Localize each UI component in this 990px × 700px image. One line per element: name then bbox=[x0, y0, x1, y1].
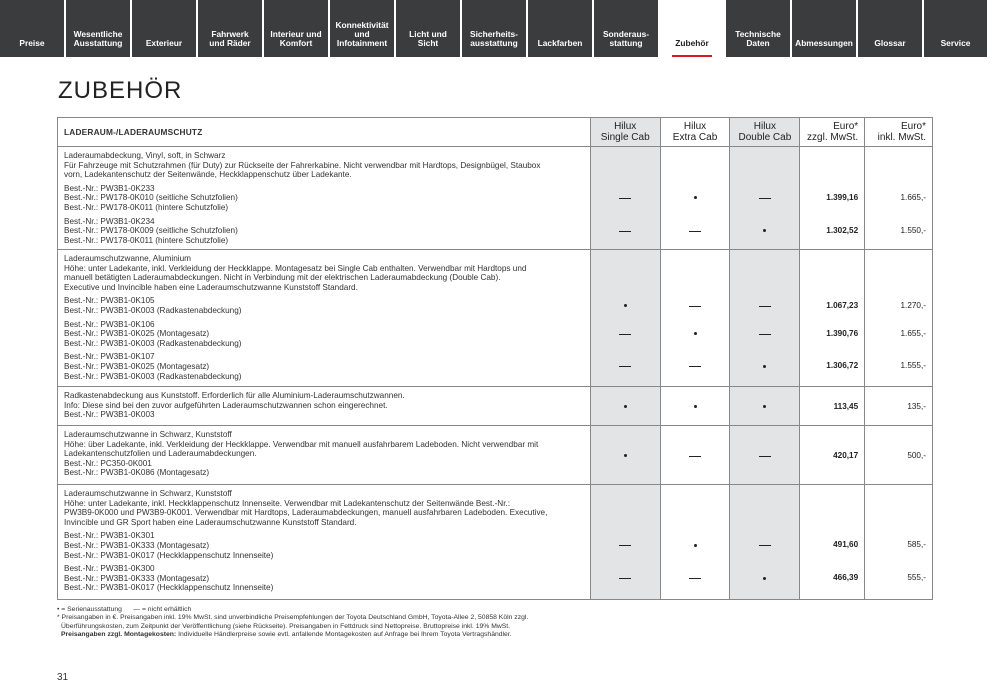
table-row bbox=[58, 425, 932, 484]
price-net-value: 1.390,76 bbox=[826, 328, 859, 338]
table-row bbox=[58, 249, 932, 386]
double-cab-not-available-dash bbox=[759, 306, 771, 307]
table-header-row bbox=[58, 118, 932, 146]
accessories-table bbox=[57, 117, 933, 600]
column-header-price-net: Euro* zzgl. MwSt. bbox=[799, 118, 864, 146]
single-cab-standard-dot bbox=[624, 405, 627, 408]
cell-single-cab bbox=[590, 485, 660, 599]
extra-cab-standard-dot bbox=[694, 196, 697, 199]
part-number-line: Best.-Nr.: PW3B1-0K301 bbox=[64, 531, 155, 541]
description-line: Laderaumschutzwanne in Schwarz, Kunststoff bbox=[64, 489, 232, 498]
single-cab-not-available-dash bbox=[619, 334, 631, 335]
single-cab-not-available-dash bbox=[619, 578, 631, 579]
single-cab-not-available-dash bbox=[619, 198, 631, 199]
cell-extra-cab bbox=[660, 426, 730, 484]
footnote-line-3: Individuelle Händlerpreise sowie evtl. anfallende Montagekosten auf Anfrage bei Ihrem Toyota Vertragshändler. bbox=[176, 631, 512, 639]
nav-item-abmessungen[interactable] bbox=[792, 0, 856, 57]
double-cab-standard-dot bbox=[763, 405, 766, 408]
part-number-line: Best.-Nr.: PW3B1-0K300 bbox=[64, 564, 155, 574]
part-number-line: Best.-Nr.: PW3B1-0K025 (Montagesatz) bbox=[64, 329, 210, 339]
description-line: Höhe: unter Ladekante, inkl. Verkleidung der Heckklappe. Montagesatz bei Single Cab enthalten. Verwendbar mit Hardtops und bbox=[64, 263, 527, 273]
price-net-value: 466,39 bbox=[833, 573, 859, 583]
nav-item-technische[interactable] bbox=[726, 0, 790, 57]
part-number-line: Best.-Nr.: PW178-0K009 (seitliche Schutzfolien) bbox=[64, 226, 238, 236]
active-tab-indicator bbox=[672, 55, 712, 57]
double-cab-not-available-dash bbox=[759, 456, 771, 457]
description-line: vorn, Ladekantenschutz der Seitenwände, Heckklappenschutz über Ladekante. bbox=[64, 170, 352, 180]
part-number-line: Best.-Nr.: PW178-0K011 (hintere Schutzfolie) bbox=[64, 235, 229, 245]
cell-price-net bbox=[799, 387, 864, 425]
column-header-single-cab: Hilux Single Cab bbox=[590, 118, 660, 146]
nav-item-label: und bbox=[354, 29, 370, 39]
part-number-line: Best.-Nr.: PW3B1-0K333 (Montagesatz) bbox=[64, 540, 210, 550]
description-line: Info: Diese sind bei den zuvor aufgeführten Laderaumschutzwannen schon eingerechnet. bbox=[64, 400, 388, 410]
top-navigation bbox=[0, 0, 990, 57]
table-row bbox=[58, 484, 932, 599]
description-line: Höhe: über Ladekante, inkl. Verkleidung der Heckklappe. Verwendbar mit manuell ausfahrbarem Ladeboden. Nicht verwendbar mit bbox=[64, 439, 539, 449]
nav-item-lackfarben[interactable] bbox=[528, 0, 592, 57]
price-gross-value: 500,- bbox=[907, 450, 926, 460]
cell-price-gross bbox=[864, 426, 932, 484]
nav-item-licht-und[interactable] bbox=[396, 0, 460, 57]
price-net-value: 1.302,52 bbox=[826, 225, 859, 235]
nav-item-label: Zubehör bbox=[675, 38, 709, 48]
nav-item-label: Interieur und bbox=[270, 29, 322, 39]
part-number-line: Best.-Nr.: PW3B1-0K025 (Montagesatz) bbox=[64, 361, 210, 371]
nav-item-label: Komfort bbox=[279, 38, 313, 48]
part-number-line: Best.-Nr.: PW3B1-0K106 bbox=[64, 319, 155, 329]
extra-cab-standard-dot bbox=[694, 405, 697, 408]
nav-item-label: Preise bbox=[19, 38, 45, 48]
description-line: Radkastenabdeckung aus Kunststoff. Erforderlich für alle Aluminium-Laderaumschutzwannen. bbox=[64, 391, 405, 400]
double-cab-standard-dot bbox=[763, 365, 766, 368]
nav-item-glossar[interactable] bbox=[858, 0, 922, 57]
legend-not-available: — = nicht erhältlich bbox=[133, 606, 192, 613]
nav-item-service[interactable] bbox=[924, 0, 987, 57]
nav-item-label: Konnektivität bbox=[335, 20, 389, 30]
cell-price-net bbox=[799, 147, 864, 249]
part-number-line: Best.-Nr.: PW3B1-0K003 (Radkastenabdeckung) bbox=[64, 338, 242, 348]
section-header: LADERAUM-/LADERAUMSCHUTZ bbox=[64, 127, 203, 138]
price-gross-value: 585,- bbox=[907, 540, 926, 550]
description-line: PW3B9-0K000 und PW3B9-0K001. Verwendbar mit Hardtops, Laderaumabdeckungen, manuell ausfahrbaren Ladeboden. Executive, bbox=[64, 508, 548, 518]
nav-item-label: Sicht bbox=[417, 38, 439, 48]
price-gross-value: 1.270,- bbox=[900, 300, 926, 310]
cell-price-net bbox=[799, 250, 864, 386]
price-net-value: 113,45 bbox=[833, 401, 859, 411]
item-description bbox=[58, 426, 590, 484]
page-number: 31 bbox=[57, 672, 69, 683]
cell-price-gross bbox=[864, 250, 932, 386]
extra-cab-standard-dot bbox=[694, 544, 697, 547]
cell-single-cab bbox=[590, 426, 660, 484]
nav-item-label: und Räder bbox=[209, 38, 251, 48]
cell-double-cab bbox=[729, 485, 799, 599]
nav-item-label: Licht und bbox=[409, 29, 447, 39]
part-number-line: Best.-Nr.: PW178-0K011 (hintere Schutzfolie) bbox=[64, 202, 229, 212]
price-net-value: 1.399,16 bbox=[826, 192, 859, 202]
description-line: Ladekantenschutzfolien und Laderaumabdeckungen. bbox=[64, 449, 257, 459]
nav-item-label: Abmessungen bbox=[795, 38, 853, 48]
table-row bbox=[58, 146, 932, 249]
nav-item-sicherheits[interactable] bbox=[462, 0, 526, 57]
single-cab-not-available-dash bbox=[619, 231, 631, 232]
single-cab-standard-dot bbox=[624, 454, 627, 457]
cell-double-cab bbox=[729, 387, 799, 425]
nav-item-label: ausstattung bbox=[470, 38, 518, 48]
price-gross-value: 1.555,- bbox=[900, 361, 926, 371]
nav-item-label: Daten bbox=[746, 38, 770, 48]
price-net-value: 420,17 bbox=[833, 450, 859, 460]
description-line: Laderaumschutzwanne in Schwarz, Kunststoff bbox=[64, 430, 232, 439]
footnote-line-2: Überführungskosten, zum Zeitpunkt der Veröffentlichung (siehe Rückseite). Preisangaben in Fettdruck sind Nettopreise. Bruttopreise inkl. 19% MwSt. bbox=[61, 622, 511, 630]
nav-item-label: Wesentliche bbox=[73, 29, 123, 39]
description-line: Best.-Nr.: PW3B1-0K003 bbox=[64, 410, 155, 420]
price-gross-value: 1.665,- bbox=[900, 192, 926, 202]
description-line: Best.-Nr.: PC350-0K001 bbox=[64, 458, 152, 468]
price-gross-value: 555,- bbox=[907, 573, 926, 583]
part-number-line: Best.-Nr.: PW3B1-0K003 (Radkastenabdeckung) bbox=[64, 305, 242, 315]
cell-price-gross bbox=[864, 147, 932, 249]
price-net-value: 491,60 bbox=[833, 540, 859, 550]
extra-cab-not-available-dash bbox=[689, 366, 701, 367]
item-description bbox=[58, 485, 590, 599]
description-line: Höhe: unter Ladekante, inkl. Heckklappenschutz Innenseite. Verwendbar mit Ladekantenschutz der Seitenwände Best.-Nr.: bbox=[64, 498, 511, 508]
cell-double-cab bbox=[729, 250, 799, 386]
extra-cab-not-available-dash bbox=[689, 231, 701, 232]
price-gross-value: 1.655,- bbox=[900, 328, 926, 338]
nav-item-label: Lackfarben bbox=[537, 38, 583, 48]
footnotes bbox=[57, 606, 528, 640]
extra-cab-not-available-dash bbox=[689, 456, 701, 457]
part-number-line: Best.-Nr.: PW3B1-0K234 bbox=[64, 216, 155, 226]
extra-cab-not-available-dash bbox=[689, 578, 701, 579]
cell-double-cab bbox=[729, 147, 799, 249]
nav-item-interieur-und[interactable] bbox=[264, 0, 328, 57]
table-row bbox=[58, 386, 932, 425]
nav-item-label: stattung bbox=[609, 38, 643, 48]
part-number-line: Best.-Nr.: PW3B1-0K017 (Heckklappenschutz Innenseite) bbox=[64, 583, 274, 593]
column-header-extra-cab: Hilux Extra Cab bbox=[660, 118, 730, 146]
cell-extra-cab bbox=[660, 485, 730, 599]
price-net-value: 1.306,72 bbox=[826, 361, 859, 371]
nav-item-label: Infotainment bbox=[336, 38, 388, 48]
double-cab-not-available-dash bbox=[759, 545, 771, 546]
nav-item-wesentliche[interactable] bbox=[66, 0, 130, 57]
nav-item-sonderaus[interactable] bbox=[594, 0, 658, 57]
footnote-line-3-bold: Preisangaben zzgl. Montagekosten: bbox=[61, 631, 177, 639]
double-cab-standard-dot bbox=[763, 229, 766, 232]
part-number-line: Best.-Nr.: PW3B1-0K105 bbox=[64, 296, 155, 306]
nav-item-preise[interactable] bbox=[0, 0, 64, 57]
extra-cab-standard-dot bbox=[694, 332, 697, 335]
part-number-line: Best.-Nr.: PW3B1-0K017 (Heckklappenschutz Innenseite) bbox=[64, 550, 274, 560]
nav-item-konnektivität[interactable] bbox=[330, 0, 394, 57]
cell-extra-cab bbox=[660, 147, 730, 249]
item-description bbox=[58, 387, 590, 425]
nav-item-label: Exterieur bbox=[145, 38, 183, 48]
nav-item-label: Service bbox=[940, 38, 971, 48]
double-cab-not-available-dash bbox=[759, 198, 771, 199]
part-number-line: Best.-Nr.: PW178-0K010 (seitliche Schutzfolien) bbox=[64, 193, 238, 203]
nav-item-exterieur[interactable] bbox=[132, 0, 196, 57]
description-line: Invincible und GR Sport haben eine Laderaumschutzwanne Kunststoff Standard. bbox=[64, 517, 357, 527]
description-line: Laderaumabdeckung, Vinyl, soft, in Schwarz bbox=[64, 151, 226, 160]
cell-price-net bbox=[799, 485, 864, 599]
nav-item-label: Sonderaus- bbox=[602, 29, 650, 39]
cell-price-gross bbox=[864, 485, 932, 599]
description-line: Best.-Nr.: PW3B1-0K086 (Montagesatz) bbox=[64, 468, 210, 478]
description-line: Laderaumschutzwanne, Aluminium bbox=[64, 254, 191, 263]
nav-item-label: Glossar bbox=[874, 38, 906, 48]
part-number-line: Best.-Nr.: PW3B1-0K107 bbox=[64, 352, 155, 362]
cell-single-cab bbox=[590, 147, 660, 249]
cell-double-cab bbox=[729, 426, 799, 484]
cell-single-cab bbox=[590, 250, 660, 386]
nav-item-fahrwerk[interactable] bbox=[198, 0, 262, 57]
page-title: ZUBEHÖR bbox=[58, 77, 183, 104]
double-cab-not-available-dash bbox=[759, 334, 771, 335]
description-line: Executive und Invincible haben eine Laderaumschutzwanne Kunststoff Standard. bbox=[64, 282, 358, 292]
single-cab-standard-dot bbox=[624, 304, 627, 307]
price-gross-value: 1.550,- bbox=[900, 225, 926, 235]
part-number-line: Best.-Nr.: PW3B1-0K333 (Montagesatz) bbox=[64, 573, 210, 583]
description-line: manuell betätigten Laderaumabdeckungen. Nicht in Verbindung mit der elektrischen Laderaumabdeckung (Double Cab). bbox=[64, 273, 501, 283]
footnote-line-1: * Preisangaben in €. Preisangaben inkl. 19% MwSt. sind unverbindliche Preisempfehlungen der Toyota Deutschland GmbH, Toyota-Allee 2, 50858 Köln zzgl. bbox=[57, 614, 529, 622]
nav-item-label: Technische bbox=[735, 29, 781, 39]
item-description bbox=[58, 250, 590, 386]
nav-item-label: Ausstattung bbox=[73, 38, 123, 48]
single-cab-not-available-dash bbox=[619, 545, 631, 546]
cell-price-net bbox=[799, 426, 864, 484]
price-net-value: 1.067,23 bbox=[826, 300, 859, 310]
column-header-double-cab: Hilux Double Cab bbox=[729, 118, 799, 146]
double-cab-standard-dot bbox=[763, 577, 766, 580]
nav-item-zubehör[interactable] bbox=[660, 0, 724, 57]
item-description bbox=[58, 147, 590, 249]
cell-single-cab bbox=[590, 387, 660, 425]
cell-price-gross bbox=[864, 387, 932, 425]
description-line: Für Fahrzeuge mit Schutzrahmen (für Duty) zur Rückseite der Fahrerkabine. Nicht verwendbar mit Hardtops, Designbügel, Staubox bbox=[64, 160, 541, 170]
nav-item-label: Fahrwerk bbox=[211, 29, 249, 39]
column-header-price-gross: Euro* inkl. MwSt. bbox=[864, 118, 932, 146]
part-number-line: Best.-Nr.: PW3B1-0K003 (Radkastenabdeckung) bbox=[64, 371, 242, 381]
cell-extra-cab bbox=[660, 387, 730, 425]
nav-item-label: Sicherheits- bbox=[470, 29, 518, 39]
part-number-line: Best.-Nr.: PW3B1-0K233 bbox=[64, 183, 155, 193]
extra-cab-not-available-dash bbox=[689, 306, 701, 307]
single-cab-not-available-dash bbox=[619, 366, 631, 367]
legend-series: • = Serienausstattung bbox=[57, 606, 122, 613]
price-gross-value: 135,- bbox=[907, 401, 926, 411]
cell-extra-cab bbox=[660, 250, 730, 386]
